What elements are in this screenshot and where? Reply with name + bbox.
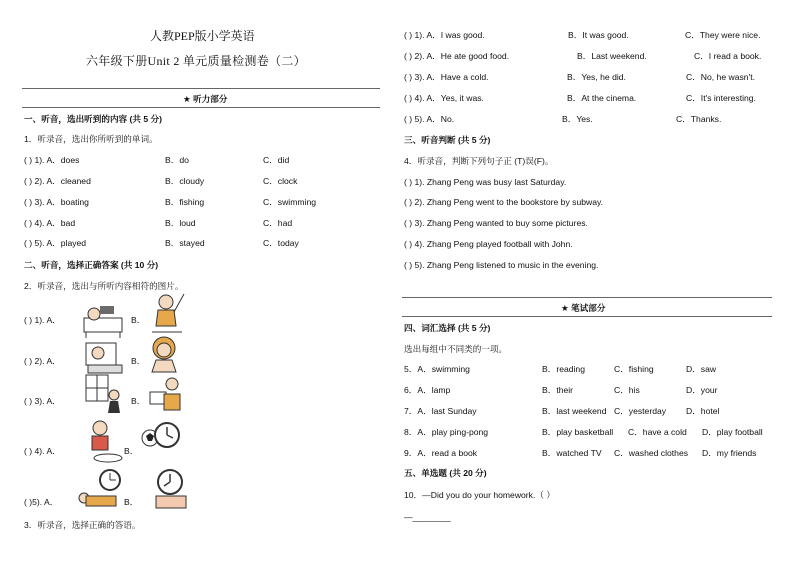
option-c: C．Thanks. [676, 114, 722, 124]
picture-question: ( ) 1). A． [24, 315, 61, 325]
part3-instruction: 4．听录音，判断下列句子正 (T)误(F)。 [404, 156, 554, 166]
clock-picture [154, 468, 188, 510]
option-b: B．Yes. [562, 114, 593, 124]
window-girl-picture [84, 373, 124, 415]
option-d: D．my friends [702, 448, 757, 458]
listening-section-banner: ★ 听力部分 [183, 94, 228, 104]
divider [22, 107, 380, 108]
option-b: B．last weekend [542, 406, 607, 416]
option-c: C．It's interesting. [686, 93, 756, 103]
option-c: C．did [263, 155, 290, 165]
question-stem: ( ) 3). A．boating [24, 197, 89, 207]
option-b: B．cloudy [165, 176, 205, 186]
question-stem: ( ) 1). A．I was good. [404, 30, 485, 40]
sleeping-picture [72, 468, 124, 510]
judgement-item: ( ) 5). Zhang Peng listened to music in the evening. [404, 260, 599, 270]
option-b: B． [124, 497, 139, 507]
option-a: 8．A．play ping-pong [404, 427, 489, 437]
option-b: B． [124, 446, 139, 456]
option-b: B．It was good. [568, 30, 629, 40]
option-c: C．clock [263, 176, 298, 186]
picture-question: ( )5). A． [24, 497, 59, 507]
part1-heading: 一、听音，选出听到的内容 (共 5 分) [24, 114, 162, 124]
page-title: 人教PEP版小学英语 [150, 29, 255, 43]
divider [402, 316, 772, 317]
option-b: B．loud [165, 218, 196, 228]
option-a: 9．A．read a book [404, 448, 478, 458]
option-b: B． [131, 356, 146, 366]
part4-heading: 四、词汇选择 (共 5 分) [404, 323, 491, 333]
picture-question: ( ) 4). A． [24, 446, 61, 456]
option-d: D．saw [686, 364, 717, 374]
part5-heading: 五、单选题 (共 20 分) [404, 468, 487, 478]
option-c: C．yesterday [614, 406, 667, 416]
part3-heading: 三、听音判断 (共 5 分) [404, 135, 491, 145]
writing-section-banner: ★ 笔试部分 [561, 303, 606, 313]
option-c: C．today [263, 238, 299, 248]
option-c: C．fishing [614, 364, 654, 374]
option-a: 6．A．lamp [404, 385, 451, 395]
option-c: C．No, he wasn't. [686, 72, 755, 82]
option-c: C．I read a book. [694, 51, 762, 61]
question-stem: ( ) 4). A．bad [24, 218, 76, 228]
phone-call-picture [144, 332, 184, 374]
boy-plant-picture [84, 418, 124, 464]
judgement-item: ( ) 4). Zhang Peng played football with John. [404, 239, 573, 249]
question-stem: ( ) 4). A．Yes, it was. [404, 93, 484, 103]
option-a: 7．A．last Sunday [404, 406, 477, 416]
clock-picture [152, 420, 182, 450]
page-subtitle: 六年级下册Unit 2 单元质量检测卷（二） [86, 54, 306, 68]
picture-question: ( ) 2). A． [24, 356, 61, 366]
question-10: 10．—Did you do your homework.（ ） [404, 490, 555, 500]
question-stem: ( ) 5). A．played [24, 238, 87, 248]
option-d: D．hotel [686, 406, 720, 416]
answer-blank: —________ [404, 512, 451, 522]
option-b: B．play basketball [542, 427, 614, 437]
option-b: B．Last weekend. [577, 51, 647, 61]
option-b: B．do [165, 155, 189, 165]
option-b: B．reading [542, 364, 585, 374]
option-c: C．washed clothes [614, 448, 689, 458]
question-stem: ( ) 2). A．He ate good food. [404, 51, 510, 61]
option-d: D．your [686, 385, 718, 395]
judgement-item: ( ) 1). Zhang Peng was busy last Saturday. [404, 177, 567, 187]
part2-instruction3: 3．听录音，选择正确的答语。 [24, 520, 141, 530]
judgement-item: ( ) 2). Zhang Peng went to the bookstore by subway. [404, 197, 604, 207]
question-stem: ( ) 5). A．No. [404, 114, 455, 124]
reading-girl-picture [146, 374, 186, 414]
part1-instruction: 1．听录音，选出你所听到的单词。 [24, 134, 158, 144]
part2-instruction: 2．听录音，选出与所听内容相符的图片。 [24, 281, 184, 291]
part2-heading: 二、听音，选择正确答案 (共 10 分) [24, 260, 159, 270]
picture-question: ( ) 3). A． [24, 396, 61, 406]
option-c: C．They were nice. [685, 30, 761, 40]
fishing-picture [148, 292, 186, 336]
option-c: C．swimming [263, 197, 316, 207]
part4-instruction: 选出每组中不同类的一项。 [404, 344, 508, 354]
option-b: B．Yes, he did. [567, 72, 626, 82]
question-stem: ( ) 3). A．Have a cold. [404, 72, 489, 82]
option-c: C．had [263, 218, 293, 228]
option-c: C．have a cold [628, 427, 687, 437]
option-b: B．stayed [165, 238, 205, 248]
question-stem: ( ) 2). A．cleaned [24, 176, 91, 186]
option-a: 5．A．swimming [404, 364, 470, 374]
option-b: B．At the cinema. [567, 93, 637, 103]
option-b: B． [131, 315, 146, 325]
divider [22, 88, 380, 89]
judgement-item: ( ) 3). Zhang Peng wanted to buy some pictures. [404, 218, 588, 228]
option-b: B．watched TV [542, 448, 602, 458]
option-b: B．their [542, 385, 574, 395]
divider [402, 297, 772, 298]
question-stem: ( ) 1). A．does [24, 155, 80, 165]
option-b: B． [131, 396, 146, 406]
option-d: D．play football [702, 427, 763, 437]
option-c: C．his [614, 385, 640, 395]
bed-sleep-picture [80, 300, 126, 340]
option-b: B．fishing [165, 197, 205, 207]
bath-picture [82, 337, 126, 377]
